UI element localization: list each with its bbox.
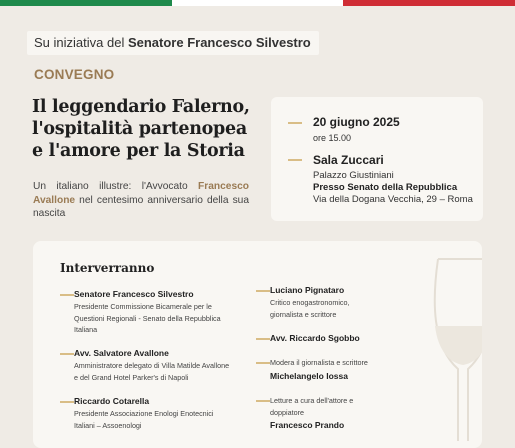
speakers-heading: Interverranno xyxy=(60,261,155,275)
accent-dash xyxy=(288,122,302,124)
speaker-name: Senatore Francesco Silvestro xyxy=(74,289,194,299)
accent-dash xyxy=(288,159,302,161)
initiative-prefix: Su iniziativa del xyxy=(34,35,125,50)
initiative-senator: Senatore Francesco Silvestro xyxy=(127,35,311,50)
event-subtitle xyxy=(33,180,249,221)
event-date: 20 giugno 2025 xyxy=(313,115,400,129)
speaker-role: Critico enogastronomico, giornalista e scrittore xyxy=(270,298,350,319)
event-venue: Sala Zuccari xyxy=(313,153,384,167)
reader-name: Francesco Prando xyxy=(270,420,345,430)
subtitle-honoree: Francesco Avallone xyxy=(33,181,249,206)
wine-glass-illustration xyxy=(428,251,482,448)
italian-flag-bar xyxy=(0,0,515,6)
speaker-name: Luciano Pignataro xyxy=(270,285,345,295)
speaker-role: Presidente Commissione Bicamerale per le Questioni Regionali - Senato della Repubblica Italiana xyxy=(74,302,221,334)
accent-dash xyxy=(60,401,74,403)
flag-white xyxy=(172,0,344,6)
subtitle-text: Un italiano illustre: l'Avvocato xyxy=(33,181,199,192)
accent-dash xyxy=(256,290,270,292)
speaker-name: Avv. Salvatore Avallone xyxy=(74,348,169,358)
moderator-name: Michelangelo Iossa xyxy=(270,371,348,381)
speakers-panel xyxy=(33,241,482,448)
event-institution: Presso Senato della Repubblica xyxy=(313,182,458,193)
title-line: l'ospitalità partenopea xyxy=(32,119,247,139)
event-type-label: CONVEGNO xyxy=(34,67,115,82)
accent-dash xyxy=(256,362,270,364)
speaker-name: Riccardo Cotarella xyxy=(74,396,150,406)
flag-red xyxy=(343,0,515,6)
moderator-role: Modera il giornalista e scrittore xyxy=(270,358,368,367)
event-address: Via della Dogana Vecchia, 29 – Roma xyxy=(313,194,473,205)
flag-green xyxy=(0,0,172,6)
title-line: Il leggendario Falerno, xyxy=(32,97,250,117)
initiative-banner xyxy=(27,31,319,55)
reader-role: Letture a cura dell'attore e doppiatore xyxy=(270,396,354,417)
subtitle-text-end: nel centesimo anniversario della sua nascita xyxy=(33,194,249,219)
speaker-role: Presidente Associazione Enologi Enotecnici Italiani – Assoenologi xyxy=(74,409,214,430)
accent-dash xyxy=(256,400,270,402)
speaker-role: Amministratore delegato di Villa Matilde Avallone e del Grand Hotel Parker's di Napoli xyxy=(74,361,230,382)
event-details-card xyxy=(271,97,483,221)
accent-dash xyxy=(256,338,270,340)
accent-dash xyxy=(60,294,74,296)
title-line: e l'amore per la Storia xyxy=(32,141,245,161)
event-palace: Palazzo Giustiniani xyxy=(313,170,394,181)
event-time: ore 15.00 xyxy=(313,133,352,143)
speaker-name: Avv. Riccardo Sgobbo xyxy=(270,333,360,343)
accent-dash xyxy=(60,353,74,355)
event-title xyxy=(32,96,262,162)
